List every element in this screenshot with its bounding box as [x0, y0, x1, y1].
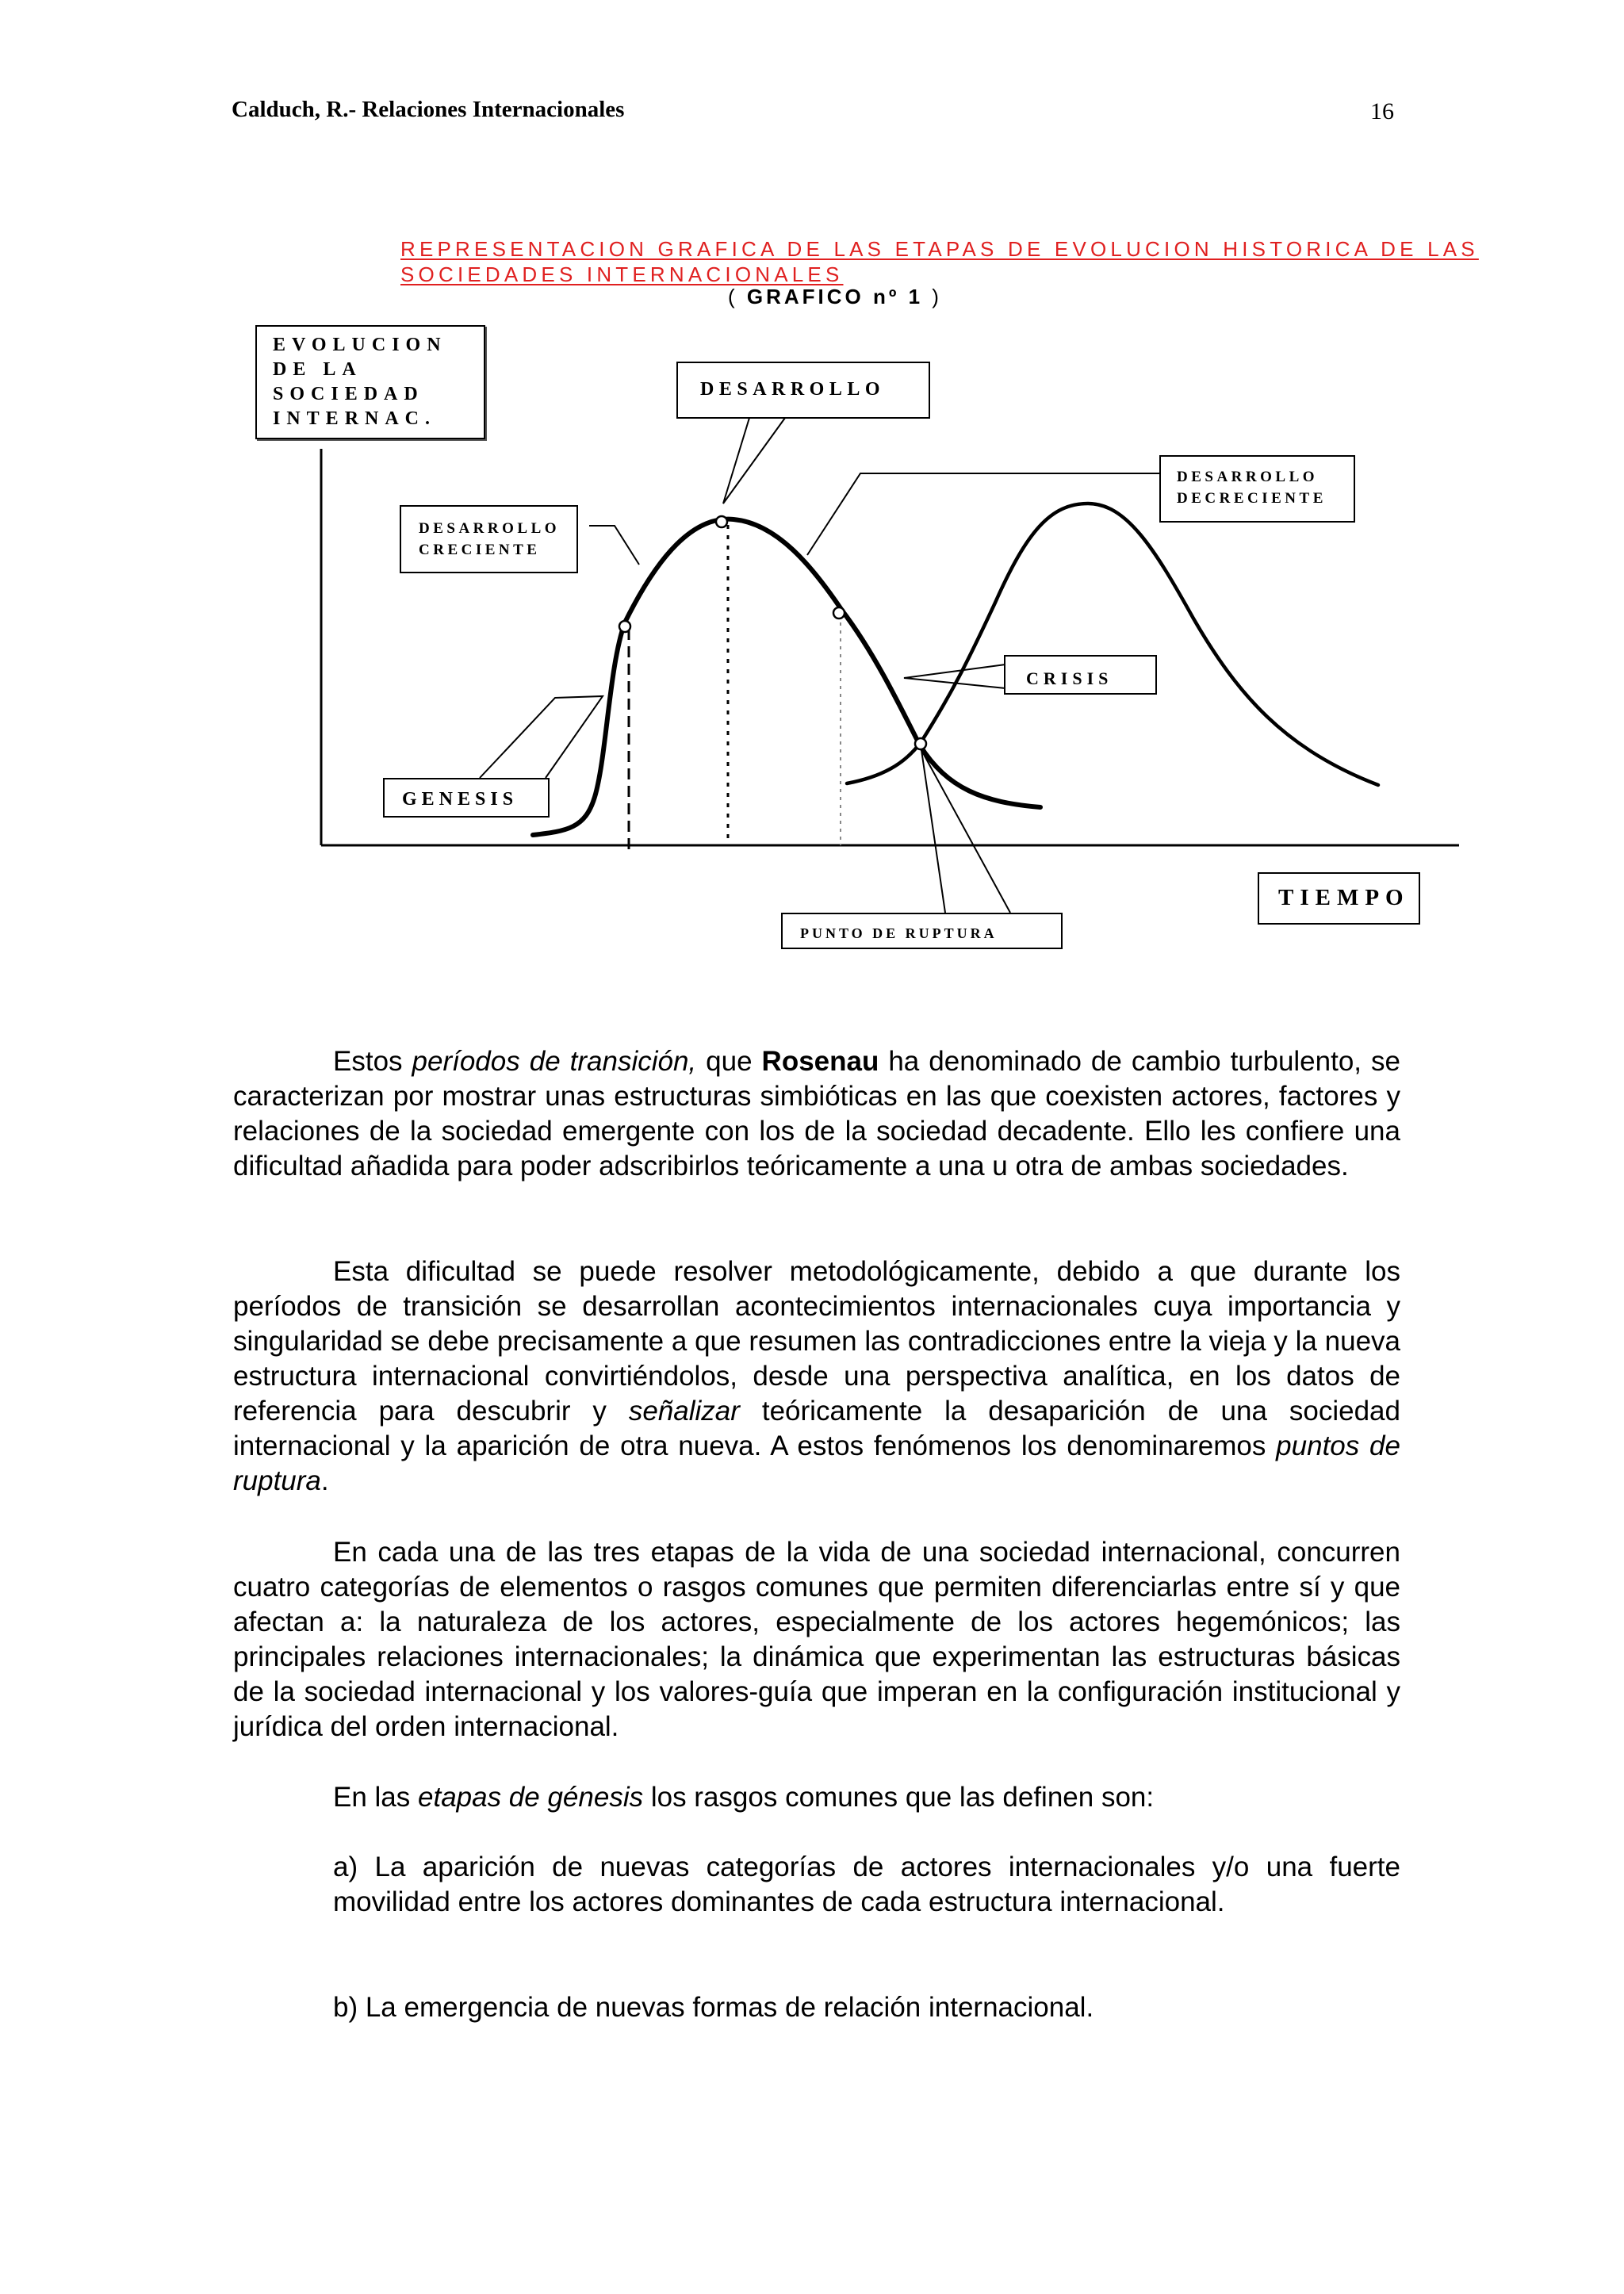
- x-axis-label: TIEMPO: [1258, 872, 1420, 925]
- list-item-a: a) La aparición de nuevas categorías de actores internacionales y/o una fuerte movilidad entre los actores dominantes de cada estructura internacional.: [333, 1852, 1400, 1917]
- marker-decline: [833, 607, 845, 618]
- callout-genesis: GENESIS: [383, 778, 550, 818]
- callout-desarrollo-creciente: DESARROLLO CRECIENTE: [400, 505, 578, 573]
- marker-peak: [716, 516, 727, 527]
- callout-desarrollo-decreciente: DESARROLLO DECRECIENTE: [1159, 455, 1355, 523]
- page-number: 16: [1370, 98, 1394, 124]
- leader-creciente: [589, 526, 639, 565]
- marker-rupture: [915, 738, 926, 749]
- figure-title: REPRESENTACION GRAFICA DE LAS ETAPAS DE EVOLUCION HISTORICA DE LAS SOCIEDADES INTERNACIONALES: [400, 237, 1479, 286]
- paragraph-three-stages: En cada una de las tres etapas de la vida de una sociedad internacional, concurren cuatro categorías de elementos o rasgos comunes que permiten diferenciarlas entre sí y que afectan a: la naturaleza de los actores, especialmente de los actores hegemónicos; las principales relaciones internacionales; la dinámica que experimentan las estructuras básicas de la sociedad internacional y los valores-guía que imperan en la configuración institucional y jurídica del orden internacional.: [233, 1537, 1400, 1742]
- figure-number: GRAFICO nº 1: [746, 285, 924, 308]
- paragraph-rupture-points: Esta dificultad se puede resolver metodológicamente, debido a que durante los períodos de transición se desarrollan acontecimientos internacionales cuya importancia y singularidad se debe precisamente a que resumen las contradicciones entre la vieja y la nueva estructura internacional convirtiéndolos, desde una perspectiva analítica, en los datos de referencia para descubrir y señalizar teóricamente la desaparición de una sociedad internacional y la aparición de otra nueva. A estos fenómenos los denominaremos puntos de ruptura.: [233, 1256, 1400, 1496]
- paragraph-transition: Estos períodos de transición, que Rosenau ha denominado de cambio turbulento, se caracterizan por mostrar unas estructuras simbióticas en las que coexisten actores, factores y relaciones de la sociedad emergente con los de la sociedad decadente. Ello les confiere una dificultad añadida para poder adscribirlos teóricamente a una u otra de ambas sociedades.: [233, 1046, 1400, 1181]
- leader-desarrollo: [723, 418, 785, 504]
- society-curve-1: [533, 519, 1040, 835]
- y-axis-label: EVOLUCION DE LA SOCIEDAD INTERNAC.: [255, 325, 485, 439]
- leader-genesis: [480, 696, 603, 778]
- marker-genesis: [619, 621, 630, 632]
- figure-subtitle: ( GRAFICO nº 1 ): [728, 285, 942, 308]
- leader-ruptura: [921, 750, 1010, 913]
- leader-decreciente: [807, 473, 1159, 555]
- callout-punto-de-ruptura: PUNTO DE RUPTURA: [781, 913, 1063, 949]
- list-item-b: b) La emergencia de nuevas formas de relación internacional.: [333, 1992, 1094, 2023]
- paragraph-genesis-intro: En las etapas de génesis los rasgos comunes que las definen son:: [333, 1782, 1155, 1813]
- callout-crisis: CRISIS: [1004, 655, 1157, 695]
- running-header: Calduch, R.- Relaciones Internacionales: [232, 97, 625, 122]
- callout-desarrollo: DESARROLLO: [676, 362, 930, 419]
